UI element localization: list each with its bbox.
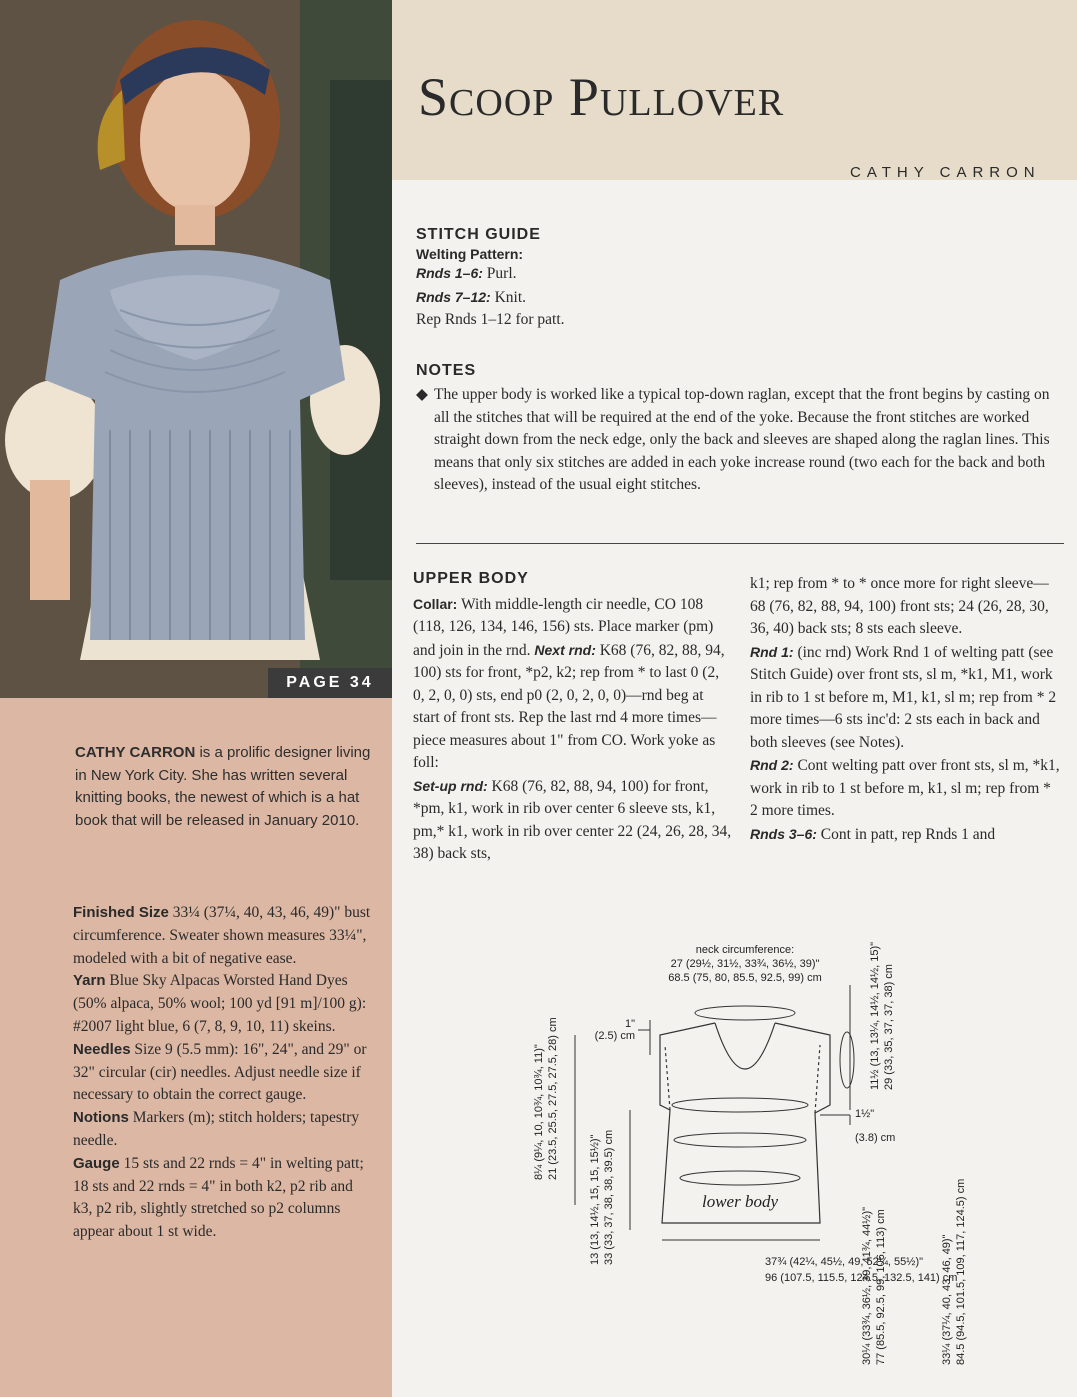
setup-label: Set-up rnd:	[413, 777, 488, 794]
spec-finished-size	[73, 902, 373, 970]
spec-label: Notions	[73, 1109, 129, 1127]
upper-body-column-1	[413, 568, 733, 866]
collar-paragraph	[413, 593, 733, 775]
bust-cm: 84.5 (94.5, 101.5, 109, 117, 124.5) cm	[955, 1178, 967, 1365]
spec-text: Markers (m); stitch holders; tapestry needle.	[73, 1109, 360, 1149]
lower-body-label: lower body	[701, 1192, 779, 1211]
rnd2-paragraph	[750, 754, 1062, 823]
collar-label: Collar:	[413, 595, 458, 612]
model-illustration	[0, 0, 392, 698]
collar-text: With middle-length cir needle, CO 108 (118, 126, 134, 146, 156) sts. Place marker (pm) and join in the rnd.	[413, 595, 714, 659]
rnd1-label: Rnd 1:	[750, 643, 794, 660]
bio-text: is a prolific designer living in New York City. She has written several knitting books, the newest of which is a hat book that will be released in January 2010.	[75, 744, 371, 829]
model-photo	[0, 0, 392, 698]
pattern-title: Scoop Pullover	[418, 67, 785, 127]
row-label: Rnds 1–6:	[416, 265, 483, 281]
upper-body-column-2	[750, 573, 1062, 846]
spec-gauge	[73, 1153, 373, 1244]
diamond-bullet-icon: ◆	[416, 386, 428, 403]
welting-pattern-label: Welting Pattern:	[416, 246, 524, 262]
designer-name: CATHY CARRON	[75, 744, 196, 761]
spec-text: Blue Sky Alpacas Worsted Hand Dyes (50% alpaca, 50% wool; 100 yd [91 m]/100 g): #2007 light blue, 6 (7, 8, 9, 10, 11) skeins.	[73, 972, 367, 1035]
notes-heading: NOTES	[416, 362, 477, 379]
setup-text: K68 (76, 82, 88, 94, 100) for front, *pm, k1, work in rib over center 6 sleeve sts, k1, pm,* k1, work in rib over center 22 (24, 26, 28, 34, 38) back sts,	[413, 777, 732, 862]
armhole-cm: 29 (33, 35, 37, 37, 38) cm	[883, 964, 895, 1090]
spec-label: Needles	[73, 1040, 131, 1058]
yoke-in: 8¼ (9¼, 10, 10¾, 10¾, 11)"	[533, 1044, 545, 1180]
rnd36-paragraph	[750, 823, 1062, 847]
upper-body-heading: UPPER BODY	[413, 570, 529, 587]
row-text: Purl.	[482, 265, 517, 282]
spec-text: Size 9 (5.5 mm): 16", 24", and 29" or 32" circular (cir) needles. Adjust needle size if necessary to obtain the correct gauge.	[73, 1040, 367, 1104]
under-in: 1½"	[855, 1108, 875, 1120]
rnd36-label: Rnds 3–6:	[750, 825, 817, 842]
spec-label: Yarn	[73, 972, 106, 990]
yoke-cm: 21 (23.5, 25.5, 27.5, 27.5, 28) cm	[547, 1017, 559, 1180]
sweater-schematic	[520, 935, 990, 1375]
neck-cm: 68.5 (75, 80, 85.5, 92.5, 99) cm	[668, 972, 822, 984]
stitch-row	[416, 286, 1036, 310]
spec-label: Finished Size	[73, 904, 169, 921]
rnd1-paragraph	[750, 641, 1062, 755]
setup-paragraph	[413, 775, 733, 866]
pattern-specs	[73, 902, 373, 1244]
rnd2-label: Rnd 2:	[750, 757, 794, 773]
notes-section	[416, 362, 1061, 497]
waist-in: 30¼ (33¾, 36½, 39, 41¾, 44½)"	[861, 1206, 873, 1365]
neck-in: 27 (29½, 31½, 33¾, 36½, 39)"	[670, 958, 820, 970]
rnd2-text: Cont welting patt over front sts, sl m, *k1, work in rib to 1 st before m, k1, sl m; rep from * 2 more times.	[750, 757, 1060, 819]
spec-needles	[73, 1039, 373, 1107]
notes-text: The upper body is worked like a typical top-down raglan, except that the front begins by casting on all the stitches that will be required at the end of the yoke. Because the front stitches are worked straight down from the neck edge, only the back and sleeves are shaped along the raglan lines. This means that only six stitches are added in each yoke increase round (two each for the back and both sleeves), instead of the usual eight stitches.	[434, 386, 1050, 493]
rnd1-text: (inc rnd) Work Rnd 1 of welting patt (see Stitch Guide) over front sts, sl m, *k1, M1, work in rib to 1 st before m, M1, k1, sl m; rep from * 2 more times—6 sts inc'd: 2 sts each in back and both sleeves (see Notes).	[750, 643, 1057, 751]
next-rnd-label: Next rnd:	[534, 641, 596, 658]
section-divider	[416, 543, 1064, 544]
spec-label: Gauge	[73, 1154, 120, 1172]
stitch-guide	[416, 226, 1036, 332]
row-label: Rnds 7–12:	[416, 288, 491, 305]
waist-cm: 77 (85.5, 92.5, 99, 106, 113) cm	[875, 1209, 887, 1365]
hem-cm: 96 (107.5, 115.5, 124.5, 132.5, 141) cm	[765, 1272, 958, 1284]
spec-text: 33¼ (37¼, 40, 43, 46, 49)" bust circumference. Sweater shown measures 33¼", modeled with a bit of negative ease.	[73, 904, 371, 967]
neck-title: neck circumference:	[695, 944, 795, 956]
armhole-in: 11½ (13, 13¼, 14½, 14½, 15)"	[869, 941, 881, 1090]
bust-in: 33¼ (37¼, 40, 43, 46, 49)"	[941, 1234, 953, 1365]
length-cm: 33 (33, 37, 38, 38, 39.5) cm	[603, 1129, 615, 1265]
length-in: 13 (13, 14½, 15, 15, 15½)"	[589, 1134, 601, 1265]
author-name: CATHY CARRON	[850, 164, 1041, 181]
designer-bio	[75, 742, 375, 832]
page-reference: PAGE 34	[268, 668, 392, 698]
collar-cm: (2.5) cm	[594, 1030, 635, 1042]
spec-notions	[73, 1107, 373, 1153]
next-rnd-text: K68 (76, 82, 88, 94, 100) sts for front, *p2, k2; rep from * to last 0 (2, 0, 2, 0, 0) sts, end p0 (2, 0, 2, 0, 0)—rnd beg at start of front sts. Rep the last rnd 4 more times—piece measures about 1" from CO. Work yoke as foll:	[413, 641, 725, 771]
hem-in: 37¾ (42¼, 45½, 49, 52¼, 55½)"	[765, 1256, 924, 1268]
rnd36-text: Cont in patt, rep Rnds 1 and	[816, 825, 996, 843]
col2-continuation: k1; rep from * to * once more for right sleeve—68 (76, 82, 88, 94, 100) front sts; 24 (26, 28, 30, 36, 40) back sts; 8 sts each sleeve.	[750, 575, 1049, 637]
notes-item	[416, 384, 1061, 497]
spec-text: 15 sts and 22 rnds = 4" in welting patt; 18 sts and 22 rnds = 4" in both k2, p2 rib and k3, p2 rib, slightly stretched so p2 columns appear about 1 st wide.	[73, 1154, 364, 1241]
row-text: Knit.	[490, 288, 527, 306]
spec-yarn	[73, 970, 373, 1038]
under-cm: (3.8) cm	[855, 1132, 896, 1144]
stitch-repeat: Rep Rnds 1–12 for patt.	[416, 311, 565, 328]
collar-in: 1"	[624, 1018, 635, 1030]
stitch-row	[416, 262, 1036, 286]
stitch-guide-heading: STITCH GUIDE	[416, 226, 541, 243]
